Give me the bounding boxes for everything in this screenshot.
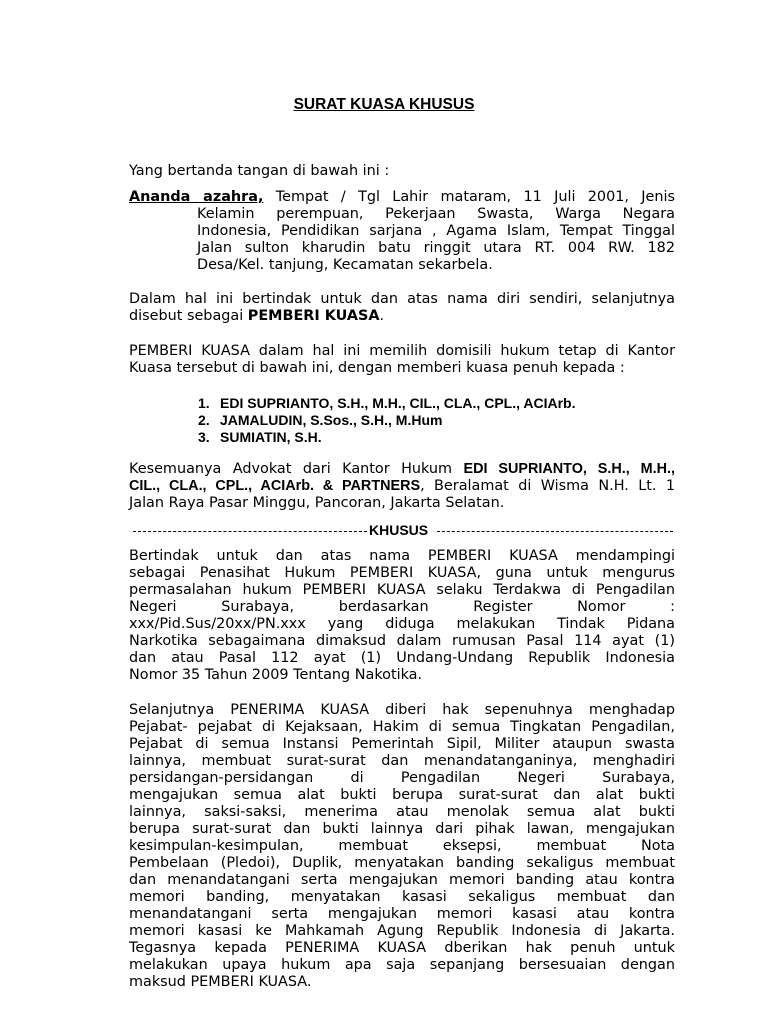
para1-line-1: Dalam hal ini bertindak untuk dan atas nama diri sendiri, selanjutnya [129,291,675,307]
para5-line: Tegasnya kepada PENERIMA KUASA dberikan hak penuh untuk [129,940,675,956]
section-separator [129,522,675,539]
para5-line: menandatangani serta mengajukan memori kasasi atau kontra [129,906,675,922]
paragraph-mandate [129,548,675,684]
grantor-identity [129,189,675,274]
paragraph-acting-on-behalf [129,291,675,325]
para5-line: memori kasasi ke Mahkamah Agung Republik Indonesia di Jakarta. [129,923,675,939]
list-number: 3. [198,429,210,445]
document-title: SURAT KUASA KHUSUS [293,96,475,113]
dashed-rule-right [437,531,673,532]
para4-line: permasalahan hukum PEMBERI KUASA selaku Terdakwa di Pengadilan [129,582,675,598]
grantor-line-4: Jalan sulton kharudin batu ringgit utara RT. 004 RW. 182 [197,240,675,256]
para3-line-3: Jalan Raya Pasar Minggu, Pancoran, Jakarta Selatan. [129,495,505,511]
para4-line: Bertindak untuk dan atas nama PEMBERI KUASA mendampingi [129,548,675,564]
para5-line: lainnya, saksi-saksi, menerima atau menolak semua alat bukti [129,804,675,820]
grantor-details [129,206,675,274]
list-item [198,429,575,446]
list-number: 2. [198,412,210,428]
para5-line: mengajukan semua alat bukti berupa surat-surat dan alat bukti [129,787,675,803]
paragraph-domicile [129,343,675,377]
para4-line: xxx/Pid.Sus/20xx/PN.xxx yang diduga melakukan Tindak Pidana [129,616,675,632]
grantor-line-2: Kelamin perempuan, Pekerjaan Swasta, Warga Negara [197,206,675,222]
para3-prefix: Kesemuanya Advokat dari Kantor Hukum [129,461,464,477]
grantor-line-1: Tempat / Tgl Lahir mataram, 11 Juli 2001, Jenis [275,189,675,205]
para4-line: dan atau Pasal 112 ayat (1) Undang-Undang Republik Indonesia [129,650,675,666]
attorney-name: JAMALUDIN, S.Sos., S.H., M.Hum [220,412,443,428]
para5-line: maksud PEMBERI KUASA. [129,974,312,990]
para1-line-2 [129,308,675,325]
intro-text [129,163,675,180]
grantor-name: Ananda azahra, [129,189,264,205]
grantor-line-5: Desa/Kel. tanjung, Kecamatan sekarbela. [197,257,493,273]
para1-prefix: disebut sebagai [129,308,248,324]
para5-line: kesimpulan-kesimpulan, membuat eksepsi, membuat Nota [129,838,675,854]
para4-line: Negeri Surabaya, berdasarkan Register Nomor : [129,599,675,615]
para4-line: Nomor 35 Tahun 2009 Tentang Nakotika. [129,667,423,683]
para5-line: Selanjutnya PENERIMA KUASA diberi hak sepenuhnya menghadap [129,702,675,718]
list-number: 1. [198,395,210,411]
para5-line: Pejabat di semua Instansi Pemerintah Sipil, Militer ataupun swasta [129,736,675,752]
para5-line: Pejabat- pejabat di Kejaksaan, Hakim di semua Tingkatan Pengadilan, [129,719,675,735]
para5-line: memori banding, menyatakan kasasi sekaligus membuat dan [129,889,675,905]
grantor-first-line [129,189,675,206]
para2-line-1: PEMBERI KUASA dalam hal ini memilih domisili hukum tetap di Kantor [129,343,675,359]
grantor-line-3: Indonesia, Pendidikan sarjana , Agama Islam, Tempat Tinggal [197,223,675,239]
attorney-list [198,395,575,446]
paragraph-powers [129,702,675,991]
attorney-name: EDI SUPRIANTO, S.H., M.H., CIL., CLA., CPL., ACIArb. [220,395,576,411]
paragraph-law-office [129,461,675,512]
para3-line-2 [129,478,675,495]
para5-line: melakukan upaya hukum apa saja sepanjang bersesuaian dengan [129,957,675,973]
law-office-name-1: EDI SUPRIANTO, S.H., M.H., [463,461,675,477]
attorney-name: SUMIATIN, S.H. [220,429,322,445]
para5-line: dan menandatangani serta mengajukan memori banding atau kontra [129,872,675,888]
section-label: KHUSUS [369,522,429,538]
grantor-term: PEMBERI KUASA [247,308,380,324]
para4-line: sebagai Penasihat Hukum PEMBERI KUASA, guna untuk mengurus [129,565,675,581]
para2-line-2: Kuasa tersebut di bawah ini, dengan memberi kuasa penuh kepada : [129,360,625,376]
para5-line: berupa surat-surat dan bukti lainnya dari pihak lawan, mengajukan [129,821,675,837]
dashed-rule-left [133,531,367,532]
list-item [198,395,575,412]
para4-line: Narkotika sebagaimana dimaksud dalam rumusan Pasal 114 ayat (1) [129,633,675,649]
para5-line: lainnya, membuat surat-surat dan menandatanganinya, menghadiri [129,753,675,769]
para5-line: Pembelaan (Pledoi), Duplik, menyatakan banding sekaligus membuat [129,855,675,871]
intro-line: Yang bertanda tangan di bawah ini : [129,163,390,179]
para3-address: , Beralamat di Wisma N.H. Lt. 1 [420,478,675,494]
law-office-name-2: CIL., CLA., CPL., ACIArb. & PARTNERS [129,478,421,494]
list-item [198,412,575,429]
para5-line: persidangan-persidangan di Pengadilan Negeri Surabaya, [129,770,675,786]
para1-suffix: . [379,308,385,324]
para3-line-1 [129,461,675,478]
